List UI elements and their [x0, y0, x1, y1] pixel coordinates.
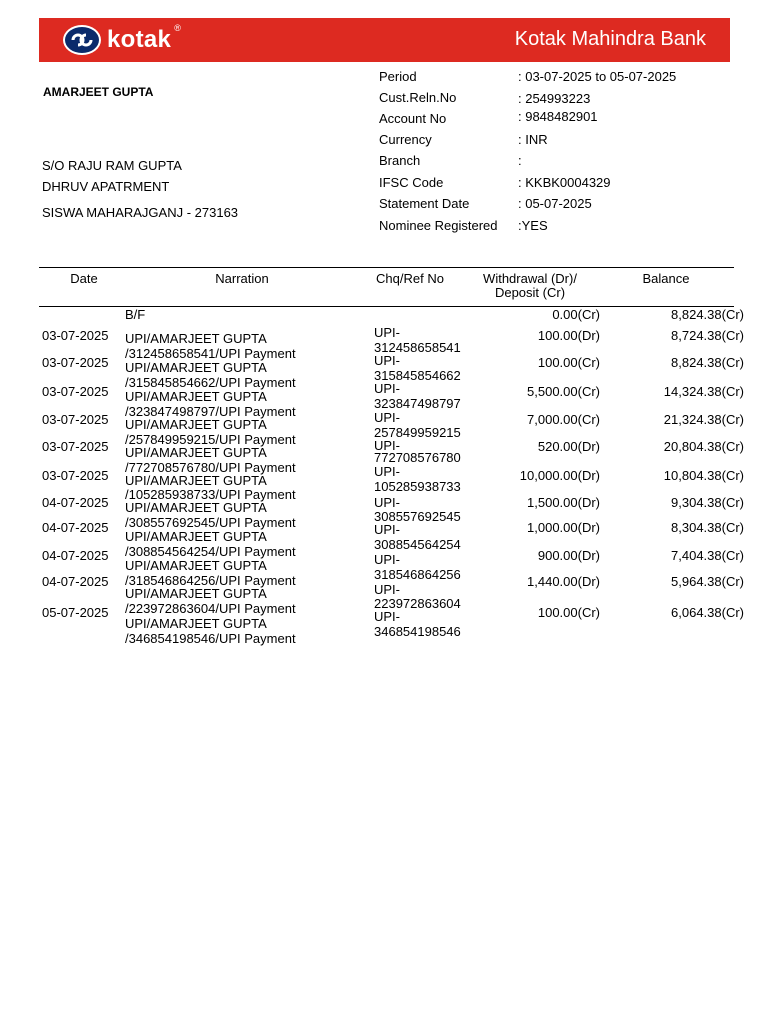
ref-line: UPI-: [374, 495, 400, 510]
info-value: : 9848482901: [518, 109, 598, 124]
narration-line: UPI/AMARJEET GUPTA: [125, 529, 267, 544]
info-label: IFSC Code: [379, 175, 444, 190]
row-date: 03-07-2025: [42, 328, 109, 343]
info-label: Period: [379, 69, 417, 84]
info-value: :: [518, 153, 522, 168]
ref-line: 308854564254: [374, 537, 461, 552]
row-date: 04-07-2025: [42, 520, 109, 535]
bank-name: Kotak Mahindra Bank: [514, 28, 706, 50]
col-header-balance: Balance: [642, 271, 690, 286]
row-amount: 100.00(Dr): [537, 328, 600, 343]
row-date: 03-07-2025: [42, 384, 109, 399]
bf-label: B/F: [125, 307, 146, 322]
info-label: Cust.Reln.No: [379, 90, 457, 105]
narration-line: UPI/AMARJEET GUPTA: [125, 360, 267, 375]
narration-line: /772708576780/UPI Payment: [125, 460, 296, 475]
ref-line: UPI-: [374, 325, 400, 340]
col-header-narration: Narration: [215, 271, 269, 286]
narration-line: /223972863604/UPI Payment: [125, 601, 296, 616]
narration-line: /308854564254/UPI Payment: [125, 544, 296, 559]
info-value: : INR: [518, 132, 548, 147]
row-date: 03-07-2025: [42, 439, 109, 454]
ref-line: UPI-: [374, 522, 400, 537]
ref-line: UPI-: [374, 438, 400, 453]
narration-line: /346854198546/UPI Payment: [125, 631, 296, 646]
info-label: Nominee Registered: [379, 218, 498, 233]
info-value: : 254993223: [518, 91, 591, 106]
narration-line: UPI/AMARJEET GUPTA: [125, 500, 267, 515]
row-amount: 5,500.00(Cr): [527, 384, 600, 399]
row-date: 04-07-2025: [42, 548, 109, 563]
col-header-amount: Withdrawal (Dr)/: [483, 271, 577, 286]
row-amount: 1,000.00(Dr): [527, 520, 600, 535]
narration-line: UPI/AMARJEET GUPTA: [125, 616, 267, 631]
narration-line: /312458658541/UPI Payment: [125, 346, 296, 361]
narration-line: /308557692545/UPI Payment: [125, 515, 296, 530]
col-header-amount-sub: Deposit (Cr): [494, 285, 566, 300]
ref-line: 323847498797: [374, 396, 461, 411]
col-header-ref: Chq/Ref No: [376, 271, 444, 286]
row-amount: 7,000.00(Cr): [527, 412, 600, 427]
info-label: Currency: [379, 132, 432, 147]
address-line: DHRUV APATRMENT: [42, 179, 170, 194]
row-amount: 900.00(Dr): [537, 548, 600, 563]
info-value: : 05-07-2025: [518, 196, 592, 211]
ref-line: UPI-: [374, 353, 400, 368]
row-balance: 5,964.38(Cr): [671, 574, 744, 589]
row-date: 03-07-2025: [42, 468, 109, 483]
table-top-rule: [39, 267, 734, 268]
info-label: Account No: [379, 111, 447, 126]
row-date: 03-07-2025: [42, 355, 109, 370]
kotak-logo-icon: [63, 25, 101, 55]
ref-line: 257849959215: [374, 425, 461, 440]
narration-line: /318546864256/UPI Payment: [125, 573, 296, 588]
info-value: : 03-07-2025 to 05-07-2025: [518, 69, 677, 84]
narration-line: UPI/AMARJEET GUPTA: [125, 331, 267, 346]
bf-balance: 8,824.38(Cr): [671, 307, 744, 322]
customer-name: AMARJEET GUPTA: [43, 85, 154, 99]
ref-line: UPI-: [374, 609, 400, 624]
ref-line: 308557692545: [374, 509, 461, 524]
address-line: SISWA MAHARAJGANJ - 273163: [42, 205, 239, 220]
ref-line: UPI-: [374, 410, 400, 425]
info-value: :YES: [518, 218, 548, 233]
narration-line: /105285938733/UPI Payment: [125, 487, 296, 502]
info-value: : KKBK0004329: [518, 175, 611, 190]
narration-line: UPI/AMARJEET GUPTA: [125, 473, 267, 488]
info-label: Statement Date: [379, 196, 470, 211]
narration-line: /257849959215/UPI Payment: [125, 432, 296, 447]
ref-line: UPI-: [374, 464, 400, 479]
kotak-logo: [63, 23, 182, 56]
col-header-date: Date: [70, 271, 98, 286]
row-balance: 8,304.38(Cr): [671, 520, 744, 535]
narration-line: /323847498797/UPI Payment: [125, 404, 296, 419]
narration-line: UPI/AMARJEET GUPTA: [125, 417, 267, 432]
narration-line: UPI/AMARJEET GUPTA: [125, 389, 267, 404]
row-balance: 8,824.38(Cr): [671, 355, 744, 370]
info-label: Branch: [379, 153, 421, 168]
row-amount: 1,440.00(Dr): [527, 574, 600, 589]
row-amount: 100.00(Cr): [537, 605, 600, 620]
row-balance: 20,804.38(Cr): [663, 439, 744, 454]
row-balance: 7,404.38(Cr): [671, 548, 744, 563]
ref-line: UPI-: [374, 381, 400, 396]
row-balance: 6,064.38(Cr): [671, 605, 744, 620]
narration-line: UPI/AMARJEET GUPTA: [125, 586, 267, 601]
address-line: S/O RAJU RAM GUPTA: [42, 158, 182, 173]
ref-line: UPI-: [374, 552, 400, 567]
registered-mark: ®: [174, 23, 182, 33]
row-amount: 520.00(Dr): [537, 439, 600, 454]
narration-line: /315845854662/UPI Payment: [125, 375, 296, 390]
narration-line: UPI/AMARJEET GUPTA: [125, 445, 267, 460]
row-amount: 100.00(Cr): [537, 355, 600, 370]
ref-line: UPI-: [374, 582, 400, 597]
ref-line: 346854198546: [374, 624, 461, 639]
row-balance: 14,324.38(Cr): [663, 384, 744, 399]
row-balance: 9,304.38(Cr): [671, 495, 744, 510]
row-balance: 21,324.38(Cr): [663, 412, 744, 427]
ref-line: 318546864256: [374, 567, 461, 582]
header-banner: [39, 18, 730, 62]
row-amount: 10,000.00(Dr): [519, 468, 600, 483]
ref-line: 315845854662: [374, 368, 461, 383]
narration-line: UPI/AMARJEET GUPTA: [125, 558, 267, 573]
ref-line: 105285938733: [374, 479, 461, 494]
row-date: 03-07-2025: [42, 412, 109, 427]
ref-line: 312458658541: [374, 340, 461, 355]
bf-amount: 0.00(Cr): [552, 307, 600, 322]
row-date: 04-07-2025: [42, 574, 109, 589]
row-date: 04-07-2025: [42, 495, 109, 510]
logo-wordmark: kotak ®: [107, 23, 182, 53]
ref-line: 223972863604: [374, 596, 461, 611]
ref-line: 772708576780: [374, 450, 461, 465]
row-date: 05-07-2025: [42, 605, 109, 620]
row-amount: 1,500.00(Dr): [527, 495, 600, 510]
row-balance: 8,724.38(Cr): [671, 328, 744, 343]
row-balance: 10,804.38(Cr): [663, 468, 744, 483]
